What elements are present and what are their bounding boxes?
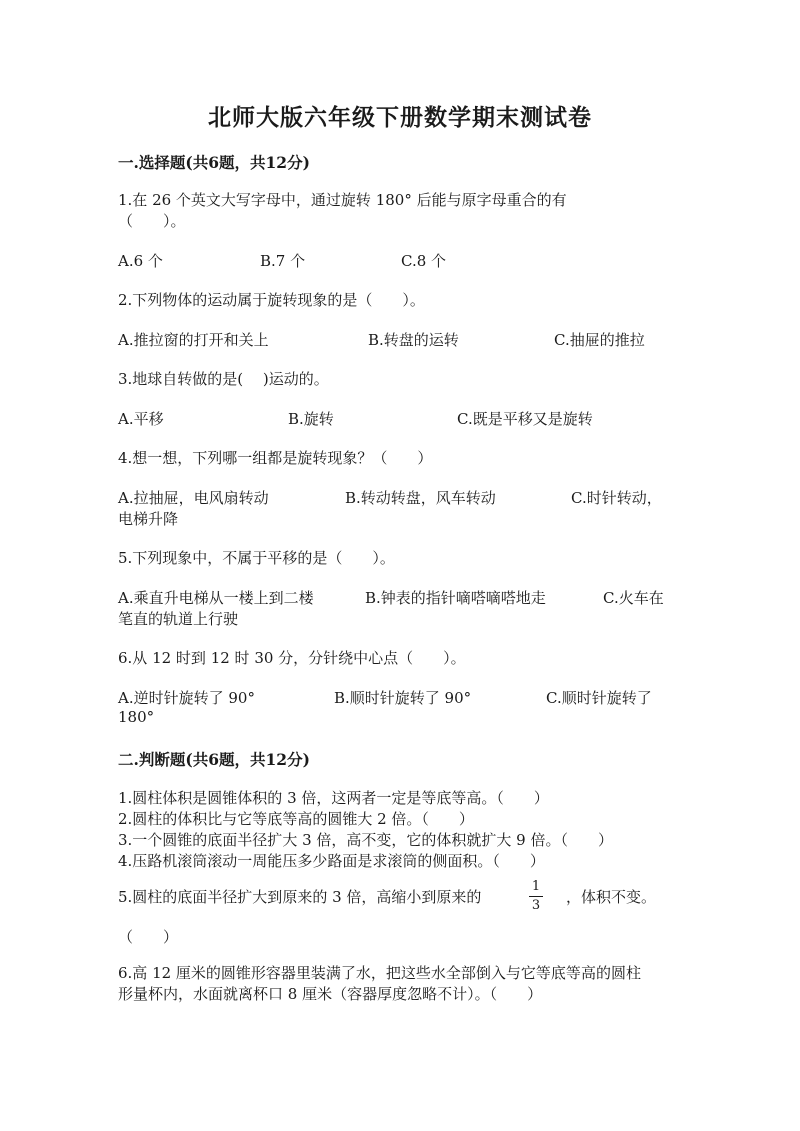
fraction-denominator: 3 xyxy=(531,898,541,913)
question-4-line-1: 4.想一想，下列哪一组都是旋转现象？（ ） xyxy=(118,449,433,467)
question-3-option-a: A.平移 xyxy=(118,410,164,428)
question-5-option-c-cont: 笔直的轨道上行驶 xyxy=(118,610,239,628)
judgement-4: 4.压路机滚筒滚动一周能压多少路面是求滚筒的侧面积。（ ） xyxy=(118,852,545,870)
question-3-option-b: B.旋转 xyxy=(288,410,334,428)
question-2-option-b: B.转盘的运转 xyxy=(368,331,459,349)
section-heading-choice: 一.选择题(共6题，共12分) xyxy=(118,153,310,172)
question-6-option-b: B.顺时针旋转了 90° xyxy=(334,689,472,707)
judgement-2: 2.圆柱的体积比与它等底等高的圆锥大 2 倍。（ ） xyxy=(118,810,474,828)
question-2-option-a: A.推拉窗的打开和关上 xyxy=(118,331,269,349)
question-3-option-c: C.既是平移又是旋转 xyxy=(457,410,593,428)
question-4-option-c-cont: 电梯升降 xyxy=(118,510,179,528)
question-5-option-a: A.乘直升电梯从一楼上到二楼 xyxy=(118,589,314,607)
question-6-option-a: A.逆时针旋转了 90° xyxy=(118,689,255,707)
question-4-option-b: B.转动转盘，风车转动 xyxy=(345,489,496,507)
page-title: 北师大版六年级下册数学期末测试卷 xyxy=(208,104,592,131)
question-1-option-c: C.8 个 xyxy=(401,252,447,270)
judgement-6-line-1: 6.高 12 厘米的圆锥形容器里装满了水，把这些水全部倒入与它等底等高的圆柱 xyxy=(118,964,641,982)
judgement-5-line-1: 5.圆柱的底面半径扩大到原来的 3 倍，高缩小到原来的 xyxy=(118,888,482,906)
question-3-line-1: 3.地球自转做的是( )运动的。 xyxy=(118,370,329,388)
question-1-option-b: B.7 个 xyxy=(260,252,306,270)
question-4-option-a: A.拉抽屉，电风扇转动 xyxy=(118,489,269,507)
question-4-option-c: C.时针转动， xyxy=(571,489,662,507)
question-1-option-a: A.6 个 xyxy=(118,252,163,270)
fraction-numerator: 1 xyxy=(531,879,541,894)
judgement-1: 1.圆柱体积是圆锥体积的 3 倍，这两者一定是等底等高。（ ） xyxy=(118,789,549,807)
question-5-line-1: 5.下列现象中，不属于平移的是（ ）。 xyxy=(118,549,395,567)
question-2-option-c: C.抽屉的推拉 xyxy=(554,331,645,349)
question-1-line-2: （ ）。 xyxy=(118,212,186,230)
question-1-line-1: 1.在 26 个英文大写字母中，通过旋转 180° 后能与原字母重合的有 xyxy=(118,191,567,209)
question-6-line-1: 6.从 12 时到 12 时 30 分，分针绕中心点（ ）。 xyxy=(118,649,466,667)
fraction-one-third xyxy=(526,880,546,913)
fraction-bar xyxy=(529,896,543,897)
question-5-option-c: C.火车在 xyxy=(603,589,664,607)
judgement-5-line-2: （ ） xyxy=(118,928,179,946)
question-6-option-c-cont: 180° xyxy=(118,708,155,726)
section-heading-judgement: 二.判断题(共6题，共12分) xyxy=(118,750,310,769)
question-6-option-c: C.顺时针旋转了 xyxy=(546,689,652,707)
question-2-line-1: 2.下列物体的运动属于旋转现象的是（ ）。 xyxy=(118,291,425,309)
judgement-6-line-2: 形量杯内，水面就离杯口 8 厘米（容器厚度忽略不计）。（ ） xyxy=(118,985,543,1003)
judgement-3: 3.一个圆锥的底面半径扩大 3 倍，高不变，它的体积就扩大 9 倍。（ ） xyxy=(118,831,613,849)
question-5-option-b: B.钟表的指针嘀嗒嘀嗒地走 xyxy=(365,589,546,607)
judgement-5-line-1-end: ，体积不变。 xyxy=(566,888,657,906)
